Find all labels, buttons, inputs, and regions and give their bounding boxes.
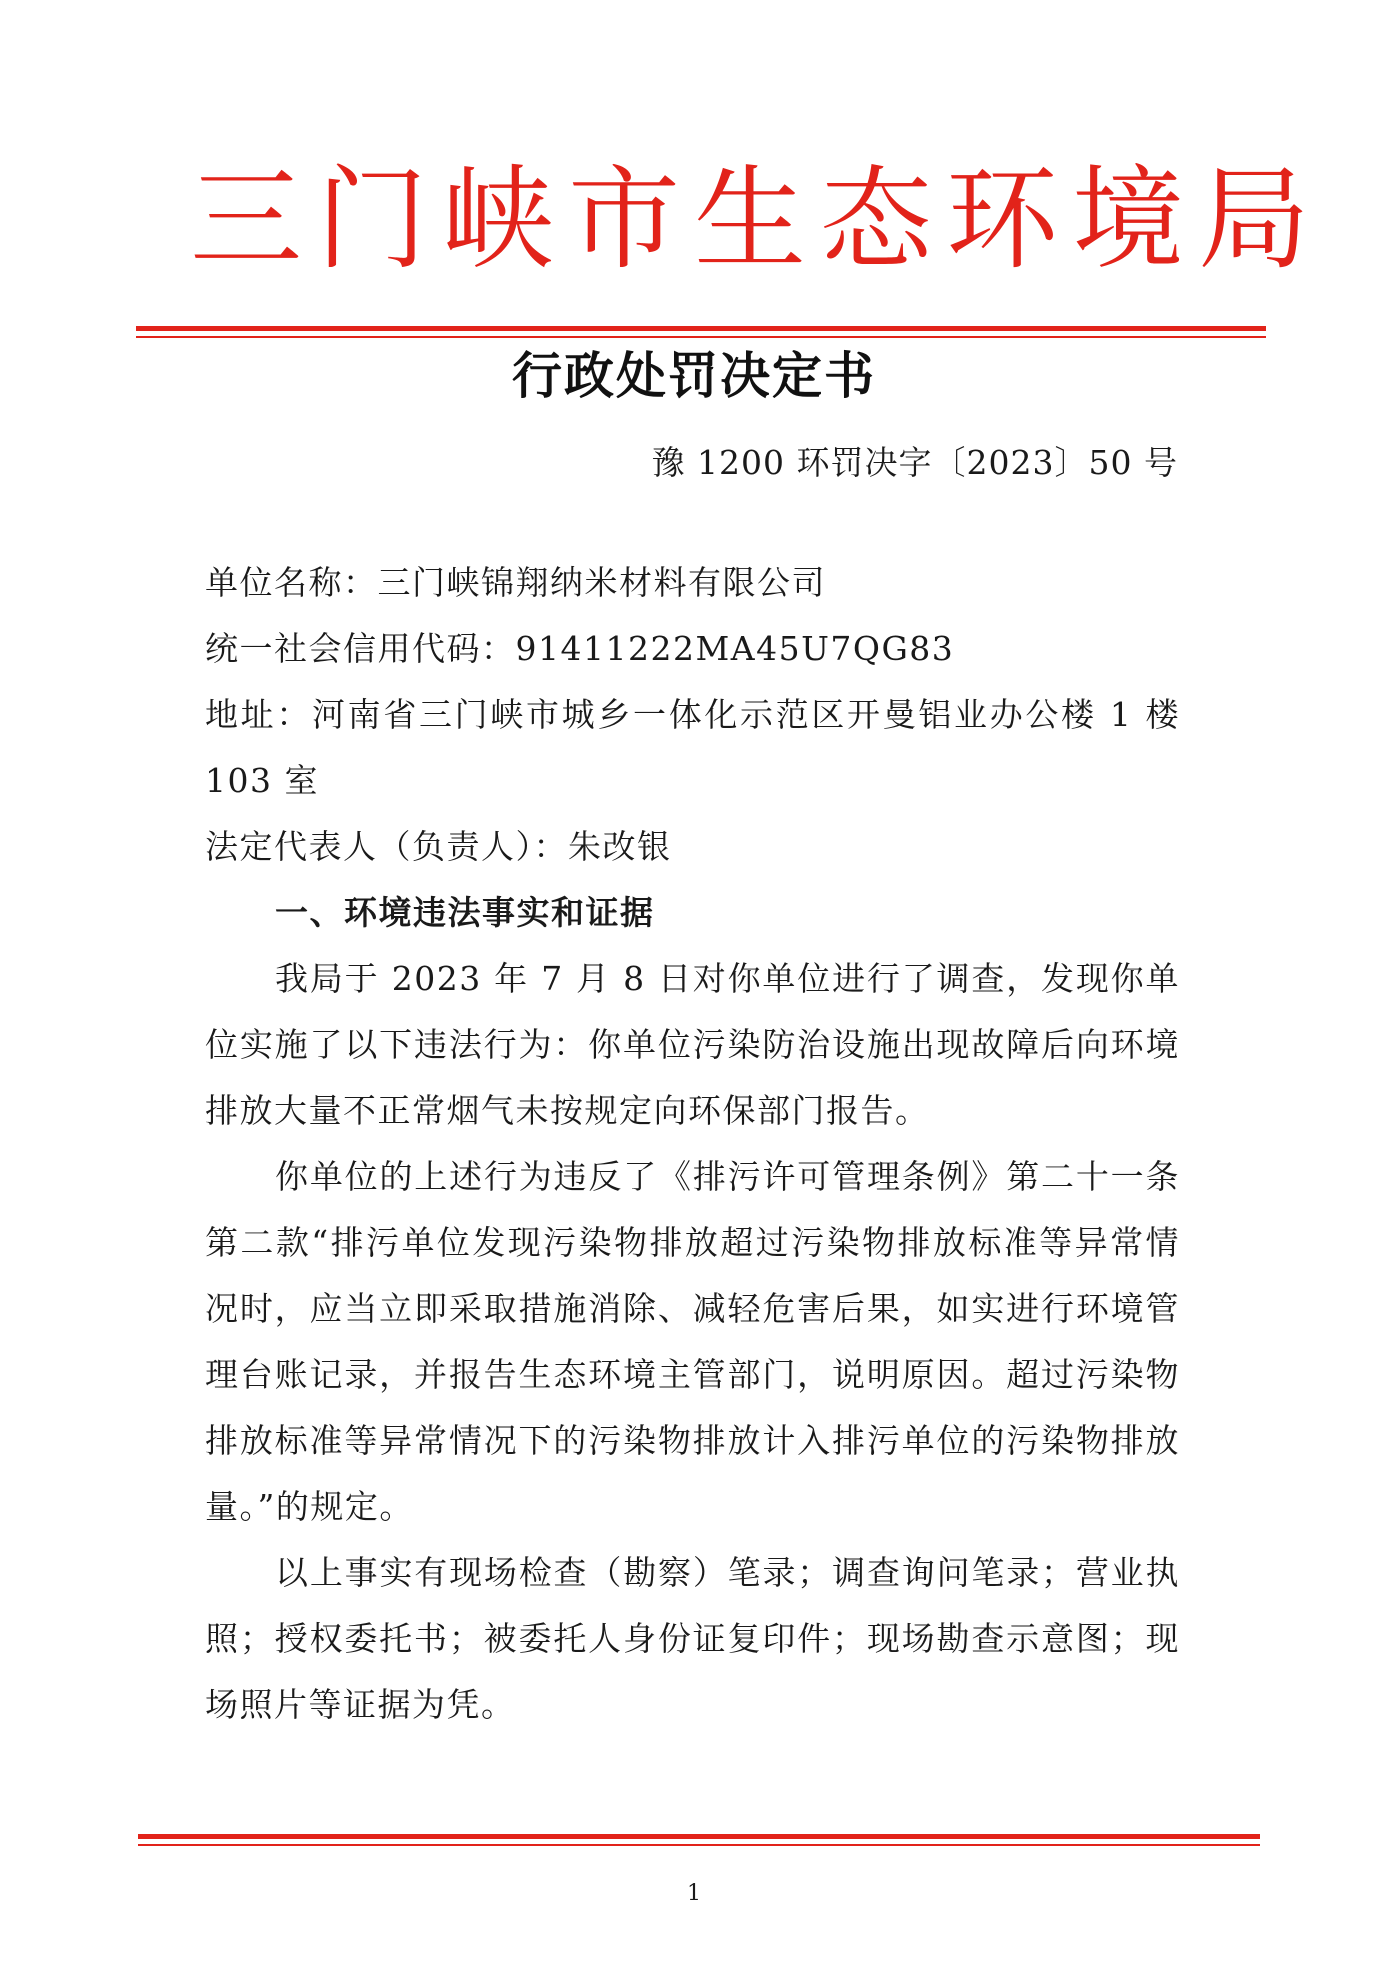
address-line xyxy=(205,682,1180,814)
unit-name-label: 单位名称： xyxy=(205,563,378,602)
unit-name-value: 三门峡锦翔纳米材料有限公司 xyxy=(377,563,826,602)
representative-line xyxy=(205,814,1180,880)
body-paragraph: 你单位的上述行为违反了《排污许可管理条例》第二十一条第二款“排污单位发现污染物排放超过污染物排放标准等异常情况时，应当立即采取措施消除、减轻危害后果，如实进行环境管理台账记录，并报告生态环境主管部门，说明原因。超过污染物排放标准等异常情况下的污染物排放计入排污单位的污染物排放量。”的规定。 xyxy=(205,1157,1180,1526)
representative-value: 朱改银 xyxy=(568,827,672,866)
body-paragraph: 以上事实有现场检查（勘察）笔录；调查询问笔录；营业执照；授权委托书；被委托人身份证复印件；现场勘查示意图；现场照片等证据为凭。 xyxy=(205,1553,1180,1724)
section-heading: 一、环境违法事实和证据 xyxy=(275,893,655,932)
document-title: 行政处罚决定书 xyxy=(512,346,876,405)
page-number: 1 xyxy=(687,1881,701,1906)
credit-code-value: 91411222MA45U7QG83 xyxy=(515,629,955,668)
organization-header: 三门峡市生态环境局 xyxy=(190,155,1324,285)
credit-code-label: 统一社会信用代码： xyxy=(205,629,516,668)
document-body xyxy=(205,550,1180,1738)
header-red-rule-thin xyxy=(136,336,1266,338)
document-number: 豫 1200 环罚决字〔2023〕50 号 xyxy=(651,443,1178,482)
body-paragraph: 我局于 2023 年 7 月 8 日对你单位进行了调查，发现你单位实施了以下违法行为：你单位污染防治设施出现故障后向环境排放大量不正常烟气未按规定向环保部门报告。 xyxy=(205,959,1180,1130)
address-value: 河南省三门峡市城乡一体化示范区开曼铝业办公楼 1 楼 103 室 xyxy=(205,695,1181,800)
header-red-rule-thick xyxy=(136,326,1266,331)
footer-red-rule-thick xyxy=(138,1834,1260,1839)
credit-code-line xyxy=(205,616,1180,682)
representative-label: 法定代表人（负责人）： xyxy=(205,827,568,866)
address-label: 地址： xyxy=(205,695,313,734)
unit-name-line xyxy=(205,550,1180,616)
footer-red-rule-thin xyxy=(138,1844,1260,1846)
